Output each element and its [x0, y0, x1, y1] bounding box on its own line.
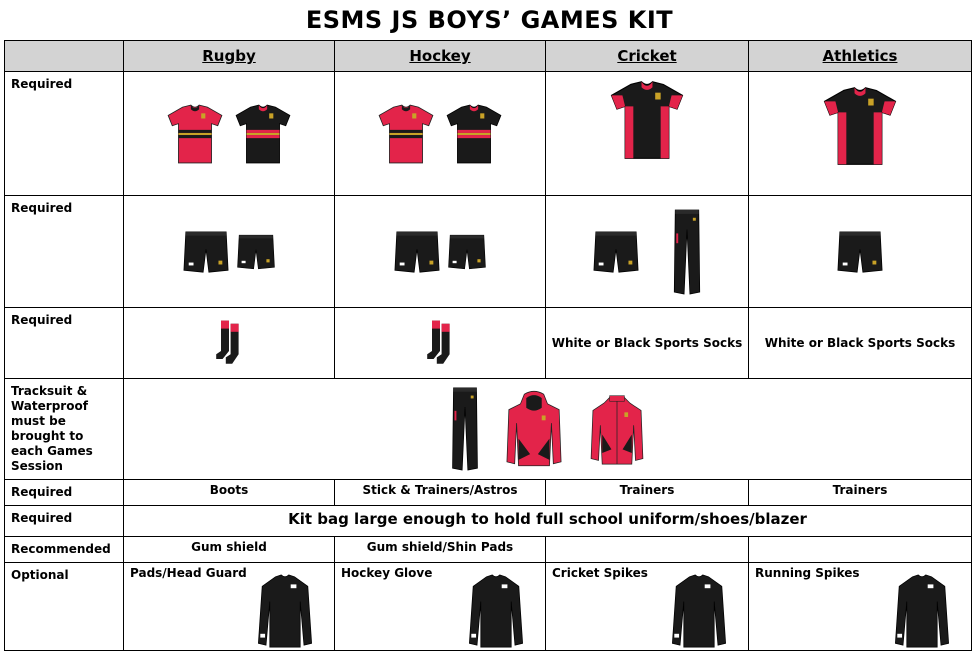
cricket-socks-text: White or Black Sports Socks [551, 336, 743, 350]
rugby-shirt-black-icon [232, 103, 294, 165]
track-trousers-icon [447, 386, 483, 472]
cell-rugby-recommended [124, 537, 335, 563]
cell-athletics-shirts [749, 72, 972, 196]
cell-cricket-optional [546, 563, 749, 651]
rugby-optional-text: Pads/Head Guard [130, 566, 247, 580]
athletics-optional-text: Running Spikes [755, 566, 860, 580]
shorts-row [5, 196, 972, 308]
kit-table [4, 40, 972, 651]
cell-athletics-optional [749, 563, 972, 651]
shorts-icon [236, 229, 276, 275]
athletics-footwear-text: Trainers [832, 483, 888, 497]
cell-cricket-footwear [546, 480, 749, 506]
cricket-shirt-icon [819, 85, 901, 167]
row-label-shirts: Required [5, 72, 124, 196]
cell-rugby-optional [124, 563, 335, 651]
long-sleeve-top-icon [467, 573, 525, 649]
cell-athletics-footwear [749, 480, 972, 506]
cell-tracksuit [124, 379, 972, 480]
optional-row [5, 563, 972, 651]
long-sleeve-top-icon [256, 573, 314, 649]
row-label-tracksuit: Tracksuit & Waterproof must be brought to each Games Session [5, 379, 124, 480]
socks-icon [424, 316, 456, 370]
rugby-recommended-text: Gum shield [191, 540, 267, 554]
waterproof-jacket-icon [585, 392, 649, 466]
row-label-recommended: Recommended [5, 537, 124, 563]
header-athletics: Athletics [749, 41, 972, 72]
cell-athletics-recommended [749, 537, 972, 563]
cell-rugby-footwear [124, 480, 335, 506]
cell-rugby-shirts [124, 72, 335, 196]
rugby-shirt-red-icon [375, 103, 437, 165]
hockey-footwear-text: Stick & Trainers/Astros [362, 483, 518, 497]
athletics-recommended-text [749, 537, 971, 540]
header-blank [5, 41, 124, 72]
cell-athletics-shorts [749, 196, 972, 308]
cell-cricket-shirts [546, 72, 749, 196]
hockey-recommended-text: Gum shield/Shin Pads [366, 540, 514, 554]
shorts-icon [393, 229, 441, 275]
socks-icon [213, 316, 245, 370]
cell-rugby-socks [124, 308, 335, 379]
cell-cricket-shorts [546, 196, 749, 308]
long-sleeve-top-icon [670, 573, 728, 649]
row-label-socks: Required [5, 308, 124, 379]
cricket-footwear-text: Trainers [619, 483, 675, 497]
row-label-optional: Optional [5, 563, 124, 651]
bag-row [5, 506, 972, 537]
header-cricket: Cricket [546, 41, 749, 72]
cricket-shirt-icon [606, 79, 688, 161]
page-title: ESMS JS BOYS’ GAMES KIT [305, 6, 674, 34]
cell-hockey-shorts [335, 196, 546, 308]
footwear-row [5, 480, 972, 506]
cricket-optional-text: Cricket Spikes [552, 566, 648, 580]
shorts-icon [447, 229, 487, 275]
cell-hockey-optional [335, 563, 546, 651]
row-label-bag: Required [5, 506, 124, 537]
row-label-footwear: Required [5, 480, 124, 506]
cell-bag [124, 506, 972, 537]
rugby-shirt-black-icon [443, 103, 505, 165]
cricket-recommended-text [546, 537, 748, 540]
athletics-socks-text: White or Black Sports Socks [764, 336, 956, 350]
recommended-row [5, 537, 972, 563]
hooded-jacket-icon [505, 389, 563, 469]
long-sleeve-top-icon [893, 573, 951, 649]
cell-rugby-shorts [124, 196, 335, 308]
shorts-icon [836, 229, 884, 275]
socks-row [5, 308, 972, 379]
shirts-row [5, 72, 972, 196]
header-rugby: Rugby [124, 41, 335, 72]
rugby-shirt-red-icon [164, 103, 226, 165]
tracksuit-row [5, 379, 972, 480]
cell-cricket-socks [546, 308, 749, 379]
bag-text: Kit bag large enough to hold full school uniform/shoes/blazer [288, 510, 807, 528]
shorts-icon [592, 229, 640, 275]
cell-hockey-shirts [335, 72, 546, 196]
cell-cricket-recommended [546, 537, 749, 563]
shorts-icon [182, 229, 230, 275]
cell-hockey-footwear [335, 480, 546, 506]
row-label-shorts: Required [5, 196, 124, 308]
track-trousers-icon [672, 208, 702, 296]
header-hockey: Hockey [335, 41, 546, 72]
rugby-footwear-text: Boots [209, 483, 249, 497]
cell-hockey-recommended [335, 537, 546, 563]
hockey-optional-text: Hockey Glove [341, 566, 433, 580]
cell-hockey-socks [335, 308, 546, 379]
cell-athletics-socks [749, 308, 972, 379]
